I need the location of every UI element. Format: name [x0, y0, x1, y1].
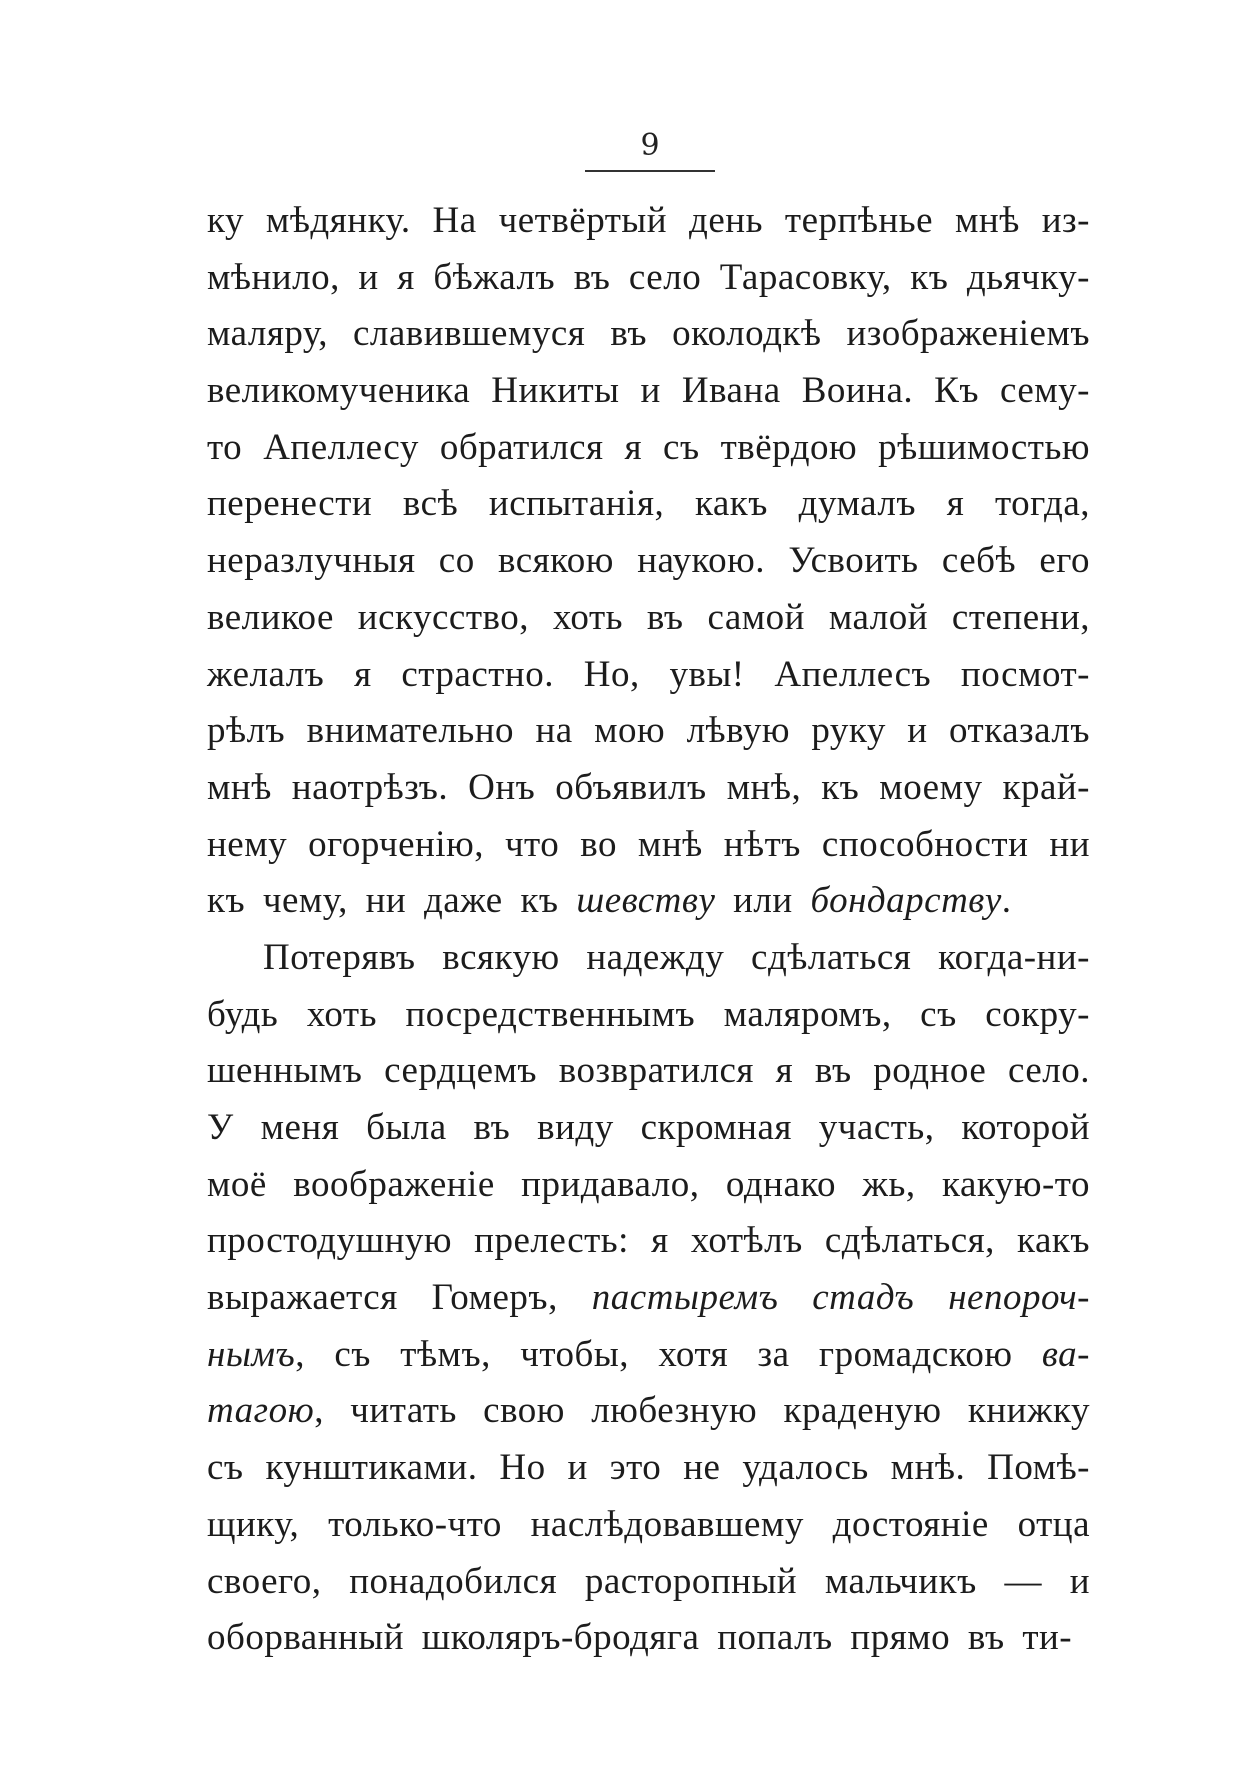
body-text: [207, 193, 1090, 1667]
text-line: [207, 1440, 1090, 1497]
text-segment: , съ тѣмъ, чтобы, хотя за громадскою: [295, 1333, 1042, 1375]
text-segment: или: [715, 880, 811, 922]
text-segment: оборванный школяръ-бродяга попалъ прямо въ ти-: [207, 1617, 1073, 1659]
text-line: [207, 250, 1090, 307]
text-line: [207, 760, 1090, 817]
text-segment: Потерявъ всякую надежду сдѣлаться когда-ни-: [263, 936, 1090, 978]
text-line: [207, 930, 1090, 987]
paragraph: [207, 193, 1090, 930]
text-line: [207, 647, 1090, 704]
text-line: [207, 363, 1090, 420]
italic-text: шевству: [576, 880, 716, 922]
text-segment: маляру, славившемуся въ околодкѣ изображеніемъ: [207, 313, 1090, 355]
text-line: [207, 1383, 1090, 1440]
text-segment: будь хоть посредственнымъ маляромъ, съ сокру-: [207, 993, 1090, 1035]
text-segment: моё воображеніе придавало, однако жь, какую-то: [207, 1163, 1090, 1205]
text-line: [207, 873, 1090, 930]
text-segment: ку мѣдянку. На четвёртый день терпѣнье мнѣ из-: [207, 200, 1090, 241]
italic-text: ва-: [1041, 1333, 1090, 1375]
text-line: [207, 1327, 1090, 1384]
text-segment: съ кунштиками. Но и это не удалось мнѣ. Помѣ-: [207, 1447, 1090, 1489]
text-line: [207, 1610, 1090, 1667]
header-rule: [585, 170, 715, 172]
text-line: [207, 193, 1090, 250]
paragraph: [207, 930, 1090, 1667]
text-line: [207, 703, 1090, 760]
text-segment: выражается Гомеръ,: [207, 1277, 592, 1319]
text-line: [207, 306, 1090, 363]
page-header: [585, 128, 715, 172]
text-line: [207, 590, 1090, 647]
text-segment: неразлучныя со всякою наукою. Усвоить себѣ его: [207, 540, 1090, 582]
text-line: [207, 476, 1090, 533]
italic-text: пастыремъ стадъ непороч-: [591, 1277, 1090, 1319]
text-line: [207, 533, 1090, 590]
text-line: [207, 1270, 1090, 1327]
text-segment: щику, только-что наслѣдовавшему достояніе отца: [207, 1503, 1090, 1545]
text-line: [207, 1100, 1090, 1157]
page-number: 9: [640, 128, 660, 163]
text-segment: шеннымъ сердцемъ возвратился я въ родное село.: [207, 1050, 1090, 1092]
text-line: [207, 1497, 1090, 1554]
text-segment: У меня была въ виду скромная участь, которой: [207, 1107, 1090, 1148]
text-line: [207, 817, 1090, 874]
text-segment: желалъ я страстно. Но, увы! Апеллесъ посмот-: [207, 653, 1090, 695]
text-segment: рѣлъ внимательно на мою лѣвую руку и отказалъ: [207, 710, 1090, 752]
text-segment: мнѣ наотрѣзъ. Онъ объявилъ мнѣ, къ моему край-: [207, 766, 1090, 808]
text-segment: перенести всѣ испытанія, какъ думалъ я тогда,: [207, 483, 1090, 525]
italic-text: бондарству: [810, 880, 1002, 922]
text-segment: мѣнило, и я бѣжалъ въ село Тарасовку, къ дьячку-: [207, 256, 1090, 298]
text-segment: нему огорченію, что во мнѣ нѣтъ способности ни: [207, 823, 1090, 865]
text-segment: своего, понадобился расторопный мальчикъ — и: [207, 1560, 1090, 1602]
text-segment: .: [1001, 880, 1012, 922]
text-segment: , читать свою любезную краденую книжку: [314, 1390, 1090, 1432]
text-segment: то Апеллесу обратился я съ твёрдою рѣшимостью: [207, 426, 1090, 468]
text-line: [207, 1554, 1090, 1611]
text-segment: великое искусство, хоть въ самой малой степени,: [207, 596, 1090, 638]
text-line: [207, 1043, 1090, 1100]
text-segment: къ чему, ни даже къ: [207, 880, 577, 922]
text-segment: великомученика Никиты и Ивана Воина. Къ сему-: [207, 370, 1090, 412]
text-line: [207, 987, 1090, 1044]
text-segment: простодушную прелесть: я хотѣлъ сдѣлаться, какъ: [207, 1220, 1090, 1262]
text-line: [207, 1157, 1090, 1214]
italic-text: тагою: [207, 1390, 315, 1432]
italic-text: нымъ: [207, 1333, 296, 1375]
text-line: [207, 1213, 1090, 1270]
text-line: [207, 420, 1090, 477]
